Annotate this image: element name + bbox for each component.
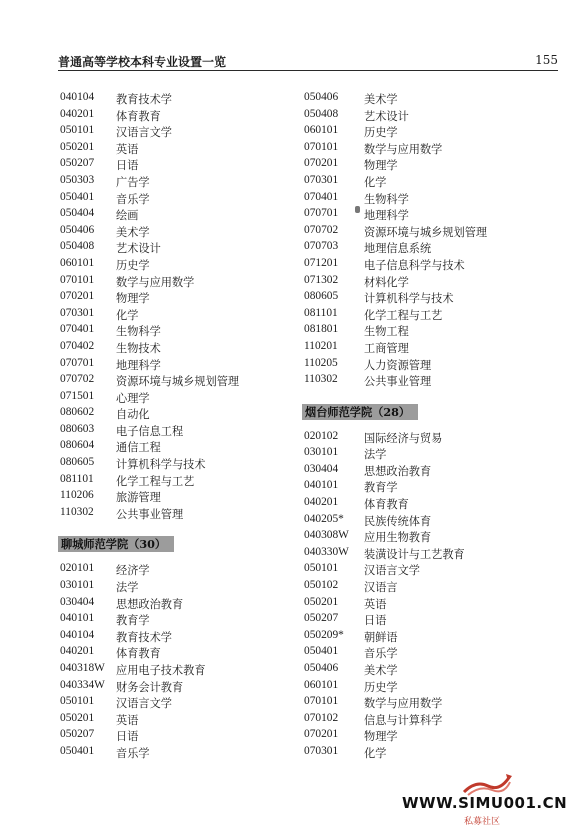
major-code: 070101 xyxy=(304,140,339,153)
major-name: 日语 xyxy=(116,159,139,173)
major-row xyxy=(302,107,542,124)
major-row xyxy=(302,528,542,545)
watermark-url: WWW.SIMU001.CN xyxy=(402,794,568,812)
major-row xyxy=(302,356,542,373)
major-row xyxy=(58,711,288,728)
major-code: 050408 xyxy=(304,107,339,120)
major-row xyxy=(58,339,288,356)
major-name: 教育学 xyxy=(116,614,150,628)
major-row xyxy=(302,727,542,744)
major-row xyxy=(58,273,288,290)
major-row xyxy=(302,140,542,157)
major-name: 思想政治教育 xyxy=(364,464,432,478)
major-name: 汉语言文学 xyxy=(116,126,172,140)
major-row xyxy=(302,644,542,661)
major-row xyxy=(58,289,288,306)
major-code: 030404 xyxy=(304,462,339,475)
major-name: 数学与应用数学 xyxy=(116,275,195,289)
major-code: 040101 xyxy=(304,479,339,492)
major-row xyxy=(58,744,288,761)
major-row xyxy=(58,322,288,339)
major-name: 日语 xyxy=(116,730,139,744)
major-row xyxy=(58,694,288,711)
major-row xyxy=(58,173,288,190)
major-name: 公共事业管理 xyxy=(116,507,184,521)
major-name: 化学 xyxy=(364,746,387,760)
major-row xyxy=(58,372,288,389)
major-name: 地理科学 xyxy=(364,209,409,223)
major-code: 050408 xyxy=(60,240,95,253)
major-name: 资源环境与城乡规划管理 xyxy=(364,225,488,239)
major-code: 060101 xyxy=(304,678,339,691)
major-name: 化学 xyxy=(116,308,139,322)
major-name: 美术学 xyxy=(364,93,398,106)
major-row xyxy=(302,445,542,462)
major-code: 080605 xyxy=(60,456,95,469)
major-name: 财务会计教育 xyxy=(116,680,184,694)
major-row xyxy=(58,661,288,678)
major-code: 110302 xyxy=(60,505,94,518)
major-row xyxy=(58,405,288,422)
major-code: 050101 xyxy=(60,124,95,137)
major-row xyxy=(302,173,542,190)
left-column xyxy=(58,90,288,761)
major-code: 070701 xyxy=(60,356,95,369)
major-row xyxy=(302,223,542,240)
major-name: 体育教育 xyxy=(364,498,409,512)
major-name: 音乐学 xyxy=(116,192,150,206)
major-row xyxy=(302,545,542,562)
major-name: 心理学 xyxy=(116,391,150,405)
major-row xyxy=(58,223,288,240)
major-row xyxy=(302,611,542,628)
major-code: 050404 xyxy=(60,207,95,220)
major-code: 040308W xyxy=(304,529,349,542)
major-name: 思想政治教育 xyxy=(116,597,184,611)
major-code: 070702 xyxy=(304,223,339,236)
major-code: 050201 xyxy=(60,140,95,153)
major-code: 050101 xyxy=(60,695,95,708)
major-row xyxy=(302,123,542,140)
major-row xyxy=(58,488,288,505)
major-code: 081101 xyxy=(60,472,94,485)
major-code: 070301 xyxy=(304,744,339,757)
page-number: 155 xyxy=(535,53,558,67)
major-code: 080602 xyxy=(60,406,95,419)
major-code: 040318W xyxy=(60,662,105,674)
major-code: 040201 xyxy=(60,645,95,658)
major-row xyxy=(302,273,542,290)
major-name: 汉语言 xyxy=(364,581,398,595)
major-name: 广告学 xyxy=(116,175,150,189)
major-code: 050201 xyxy=(60,711,95,724)
major-row xyxy=(58,472,288,489)
major-code: 070201 xyxy=(304,728,339,741)
major-code: 050401 xyxy=(304,645,339,658)
major-code: 050207 xyxy=(60,728,95,741)
major-name: 美术学 xyxy=(116,225,150,239)
major-row xyxy=(58,505,288,522)
major-name: 资源环境与城乡规划管理 xyxy=(116,375,240,389)
major-name: 教育学 xyxy=(364,481,398,495)
major-name: 朝鲜语 xyxy=(364,630,398,644)
major-code: 070703 xyxy=(304,240,339,253)
major-name: 人力资源管理 xyxy=(364,358,432,372)
major-code: 040104 xyxy=(60,628,95,641)
major-row xyxy=(302,306,542,323)
major-row xyxy=(58,628,288,645)
major-code: 110302 xyxy=(304,373,338,386)
major-name: 历史学 xyxy=(116,258,150,272)
major-row xyxy=(58,239,288,256)
major-row xyxy=(58,678,288,695)
major-code: 050209* xyxy=(304,628,344,641)
major-name: 汉语言文学 xyxy=(364,564,420,578)
major-row xyxy=(302,561,542,578)
major-name: 教育技术学 xyxy=(116,93,172,106)
major-name: 历史学 xyxy=(364,680,398,694)
major-name: 计算机科学与技术 xyxy=(364,292,454,306)
major-row xyxy=(302,512,542,529)
major-name: 装潢设计与工艺教育 xyxy=(364,547,465,561)
watermark-subtitle: 私募社区 xyxy=(464,817,501,827)
major-row xyxy=(302,339,542,356)
major-row xyxy=(58,611,288,628)
major-name: 应用电子技术教育 xyxy=(116,664,206,677)
major-name: 电子信息科学与技术 xyxy=(364,258,465,272)
page-header xyxy=(58,48,558,71)
major-code: 040101 xyxy=(60,612,95,625)
major-name: 体育教育 xyxy=(116,109,161,123)
major-code: 080604 xyxy=(60,439,95,452)
major-code: 110201 xyxy=(304,339,338,352)
major-name: 地理信息系统 xyxy=(364,242,432,256)
major-name: 汉语言文学 xyxy=(116,697,172,711)
major-code: 020102 xyxy=(304,429,339,442)
liaocheng-major-list xyxy=(58,561,288,760)
major-row xyxy=(302,478,542,495)
major-code: 070201 xyxy=(304,157,339,170)
major-row xyxy=(302,429,542,446)
left-major-list xyxy=(58,90,288,521)
major-name: 化学工程与工艺 xyxy=(364,308,443,322)
major-row xyxy=(302,90,542,107)
major-name: 公共事业管理 xyxy=(364,375,432,389)
major-row xyxy=(58,90,288,107)
major-row xyxy=(302,595,542,612)
major-code: 071501 xyxy=(60,389,95,402)
major-code: 050102 xyxy=(304,579,339,592)
major-code: 050406 xyxy=(304,91,339,103)
major-code: 050401 xyxy=(60,190,95,203)
major-code: 020101 xyxy=(60,562,95,575)
major-code: 050406 xyxy=(304,662,339,674)
ink-smudge xyxy=(355,206,360,213)
major-code: 070701 xyxy=(304,207,339,220)
major-code: 030101 xyxy=(60,579,95,592)
major-code: 081101 xyxy=(304,306,338,319)
major-row xyxy=(58,578,288,595)
major-name: 计算机科学与技术 xyxy=(116,458,206,472)
running-title: 普通高等学校本科专业设置一览 xyxy=(58,55,227,69)
site-watermark xyxy=(402,780,572,830)
major-row xyxy=(58,389,288,406)
major-row xyxy=(58,356,288,373)
watermark-logo-icon xyxy=(462,774,512,796)
major-name: 生物工程 xyxy=(364,325,409,339)
major-name: 信息与计算科学 xyxy=(364,713,443,727)
major-code: 060101 xyxy=(304,124,339,137)
major-code: 040201 xyxy=(304,496,339,509)
major-row xyxy=(302,372,542,389)
major-name: 材料化学 xyxy=(364,275,409,289)
major-name: 通信工程 xyxy=(116,441,161,455)
major-name: 化学 xyxy=(364,175,387,189)
major-row xyxy=(58,190,288,207)
major-code: 050207 xyxy=(60,157,95,170)
major-code: 070301 xyxy=(304,173,339,186)
major-code: 040330W xyxy=(304,545,349,558)
major-name: 物理学 xyxy=(364,159,398,173)
major-row xyxy=(58,455,288,472)
major-row xyxy=(302,462,542,479)
major-row xyxy=(302,694,542,711)
major-row xyxy=(58,727,288,744)
major-name: 应用生物教育 xyxy=(364,531,432,545)
major-name: 绘画 xyxy=(116,209,139,223)
major-name: 物理学 xyxy=(116,292,150,306)
major-code: 070301 xyxy=(60,306,95,319)
major-name: 生物科学 xyxy=(116,325,161,339)
major-name: 教育技术学 xyxy=(116,630,172,644)
major-row xyxy=(302,678,542,695)
major-code: 050201 xyxy=(304,595,339,608)
major-name: 化学工程与工艺 xyxy=(116,474,195,488)
major-row xyxy=(302,628,542,645)
major-name: 工商管理 xyxy=(364,341,409,355)
major-name: 音乐学 xyxy=(116,746,150,760)
major-row xyxy=(302,744,542,761)
major-row xyxy=(58,561,288,578)
major-name: 经济学 xyxy=(116,564,150,578)
major-name: 国际经济与贸易 xyxy=(364,431,443,445)
major-row xyxy=(302,190,542,207)
major-code: 040201 xyxy=(60,107,95,120)
major-name: 英语 xyxy=(116,142,139,156)
major-code: 110206 xyxy=(60,489,94,502)
major-row xyxy=(58,438,288,455)
major-code: 030101 xyxy=(304,446,339,459)
major-row xyxy=(58,256,288,273)
major-name: 旅游管理 xyxy=(116,491,161,505)
major-name: 民族传统体育 xyxy=(364,514,432,528)
section-heading-yantai: 烟台师范学院（28） xyxy=(302,401,542,417)
major-name: 地理科学 xyxy=(116,358,161,372)
major-code: 030404 xyxy=(60,595,95,608)
major-name: 英语 xyxy=(116,713,139,727)
major-row xyxy=(302,239,542,256)
major-code: 080605 xyxy=(304,290,339,303)
major-code: 070101 xyxy=(60,273,95,286)
major-name: 物理学 xyxy=(364,730,398,744)
major-name: 生物科学 xyxy=(364,192,409,206)
major-name: 法学 xyxy=(364,448,387,462)
major-code: 040104 xyxy=(60,91,95,103)
major-name: 英语 xyxy=(364,597,387,611)
major-code: 071302 xyxy=(304,273,339,286)
major-name: 自动化 xyxy=(116,408,150,422)
major-code: 110205 xyxy=(304,356,338,369)
major-code: 070101 xyxy=(304,695,339,708)
major-row xyxy=(302,206,542,223)
major-code: 050207 xyxy=(304,612,339,625)
major-row xyxy=(302,495,542,512)
major-row xyxy=(58,107,288,124)
major-code: 050401 xyxy=(60,744,95,757)
major-name: 体育教育 xyxy=(116,647,161,661)
major-code: 070402 xyxy=(60,339,95,352)
major-name: 生物技术 xyxy=(116,341,161,355)
right-major-list xyxy=(302,90,542,389)
major-name: 法学 xyxy=(116,581,139,595)
major-row xyxy=(58,644,288,661)
right-column xyxy=(302,90,542,761)
major-code: 070401 xyxy=(60,323,95,336)
major-name: 美术学 xyxy=(364,664,398,677)
major-row xyxy=(302,711,542,728)
major-row xyxy=(58,140,288,157)
major-code: 050303 xyxy=(60,173,95,186)
major-code: 080603 xyxy=(60,422,95,435)
major-row xyxy=(302,578,542,595)
major-row xyxy=(58,595,288,612)
major-row xyxy=(58,156,288,173)
major-row xyxy=(58,206,288,223)
major-row xyxy=(302,156,542,173)
major-code: 060101 xyxy=(60,256,95,269)
major-name: 艺术设计 xyxy=(116,242,161,256)
yantai-major-list xyxy=(302,429,542,761)
major-code: 081801 xyxy=(304,323,339,336)
major-code: 070201 xyxy=(60,290,95,303)
major-code: 040334W xyxy=(60,678,105,691)
major-name: 音乐学 xyxy=(364,647,398,661)
major-row xyxy=(302,661,542,678)
major-name: 日语 xyxy=(364,614,387,628)
major-row xyxy=(302,289,542,306)
major-name: 历史学 xyxy=(364,126,398,140)
major-row xyxy=(58,306,288,323)
major-name: 数学与应用数学 xyxy=(364,142,443,156)
major-code: 050101 xyxy=(304,562,339,575)
major-code: 070102 xyxy=(304,711,339,724)
major-row xyxy=(58,123,288,140)
major-code: 050406 xyxy=(60,223,95,236)
major-row xyxy=(58,422,288,439)
major-code: 071201 xyxy=(304,256,339,269)
major-code: 070401 xyxy=(304,190,339,203)
major-name: 数学与应用数学 xyxy=(364,697,443,711)
major-row xyxy=(302,256,542,273)
major-name: 艺术设计 xyxy=(364,109,409,123)
major-row xyxy=(302,322,542,339)
major-code: 070702 xyxy=(60,373,95,386)
section-heading-liaocheng: 聊城师范学院（30） xyxy=(58,533,288,549)
major-name: 电子信息工程 xyxy=(116,424,184,438)
major-code: 040205* xyxy=(304,512,344,525)
